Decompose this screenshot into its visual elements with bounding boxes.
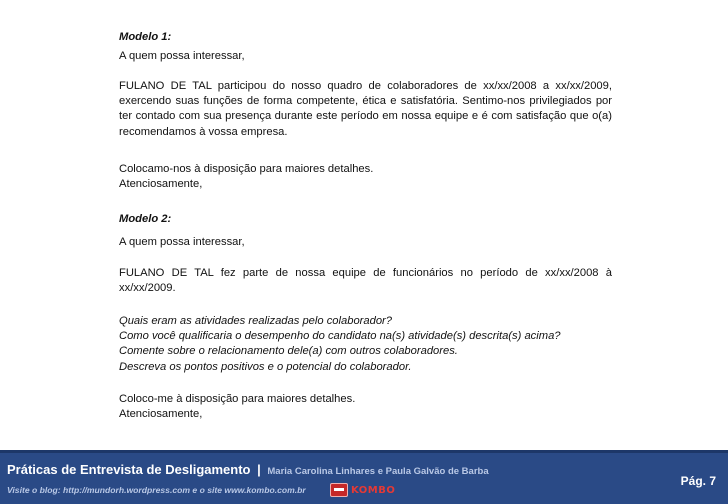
question-item: Descreva os pontos positivos e o potencial do colaborador. <box>119 360 412 373</box>
footer-title: Práticas de Entrevista de Desligamento <box>7 462 251 477</box>
model2-heading: Modelo 2: <box>119 213 172 225</box>
model2-salutation: A quem possa interessar, <box>119 236 245 248</box>
kombo-logo-icon <box>330 483 348 497</box>
model2-closing: Atenciosamente, <box>119 408 203 420</box>
model1-offer: Colocamo-nos à disposição para maiores detalhes. <box>119 163 374 175</box>
footer-blog-link[interactable]: Visite o blog: http://mundorh.wordpress.com e o site www.kombo.com.br <box>7 485 306 495</box>
footer-authors: Maria Carolina Linhares e Paula Galvão de Barba <box>267 466 489 477</box>
question-item: Comente sobre o relacionamento dele(a) com outros colaboradores. <box>119 345 458 358</box>
footer-title-line <box>7 462 489 477</box>
question-item: Como você qualificaria o desempenho do candidato na(s) atividade(s) descrita(s) acima? <box>119 330 561 343</box>
model1-salutation: A quem possa interessar, <box>119 50 245 62</box>
model2-questions <box>119 314 612 375</box>
footer-separator: | <box>257 462 261 477</box>
page-number: Pág. 7 <box>680 474 716 488</box>
model2-body: FULANO DE TAL fez parte de nossa equipe de funcionários no período de xx/xx/2008 à xx/xx/2009. <box>119 267 612 295</box>
kombo-logo <box>330 483 395 497</box>
kombo-logo-text: KOMBO <box>351 484 396 496</box>
model2-offer: Coloco-me à disposição para maiores detalhes. <box>119 393 356 405</box>
model1-heading: Modelo 1: <box>119 31 172 43</box>
page-footer <box>0 450 728 504</box>
question-item: Quais eram as atividades realizadas pelo colaborador? <box>119 315 393 327</box>
model1-closing: Atenciosamente, <box>119 178 203 190</box>
model1-body: FULANO DE TAL participou do nosso quadro de colaboradores de xx/xx/2008 a xx/xx/2009, exercendo suas funções de forma competente, ética e satisfatória. Sentimo-nos privilegiados por ter contado com sua presença durante este período em nossa equipe e é com satisfação que o(a) recomendamos à vossa empresa. <box>119 80 612 138</box>
